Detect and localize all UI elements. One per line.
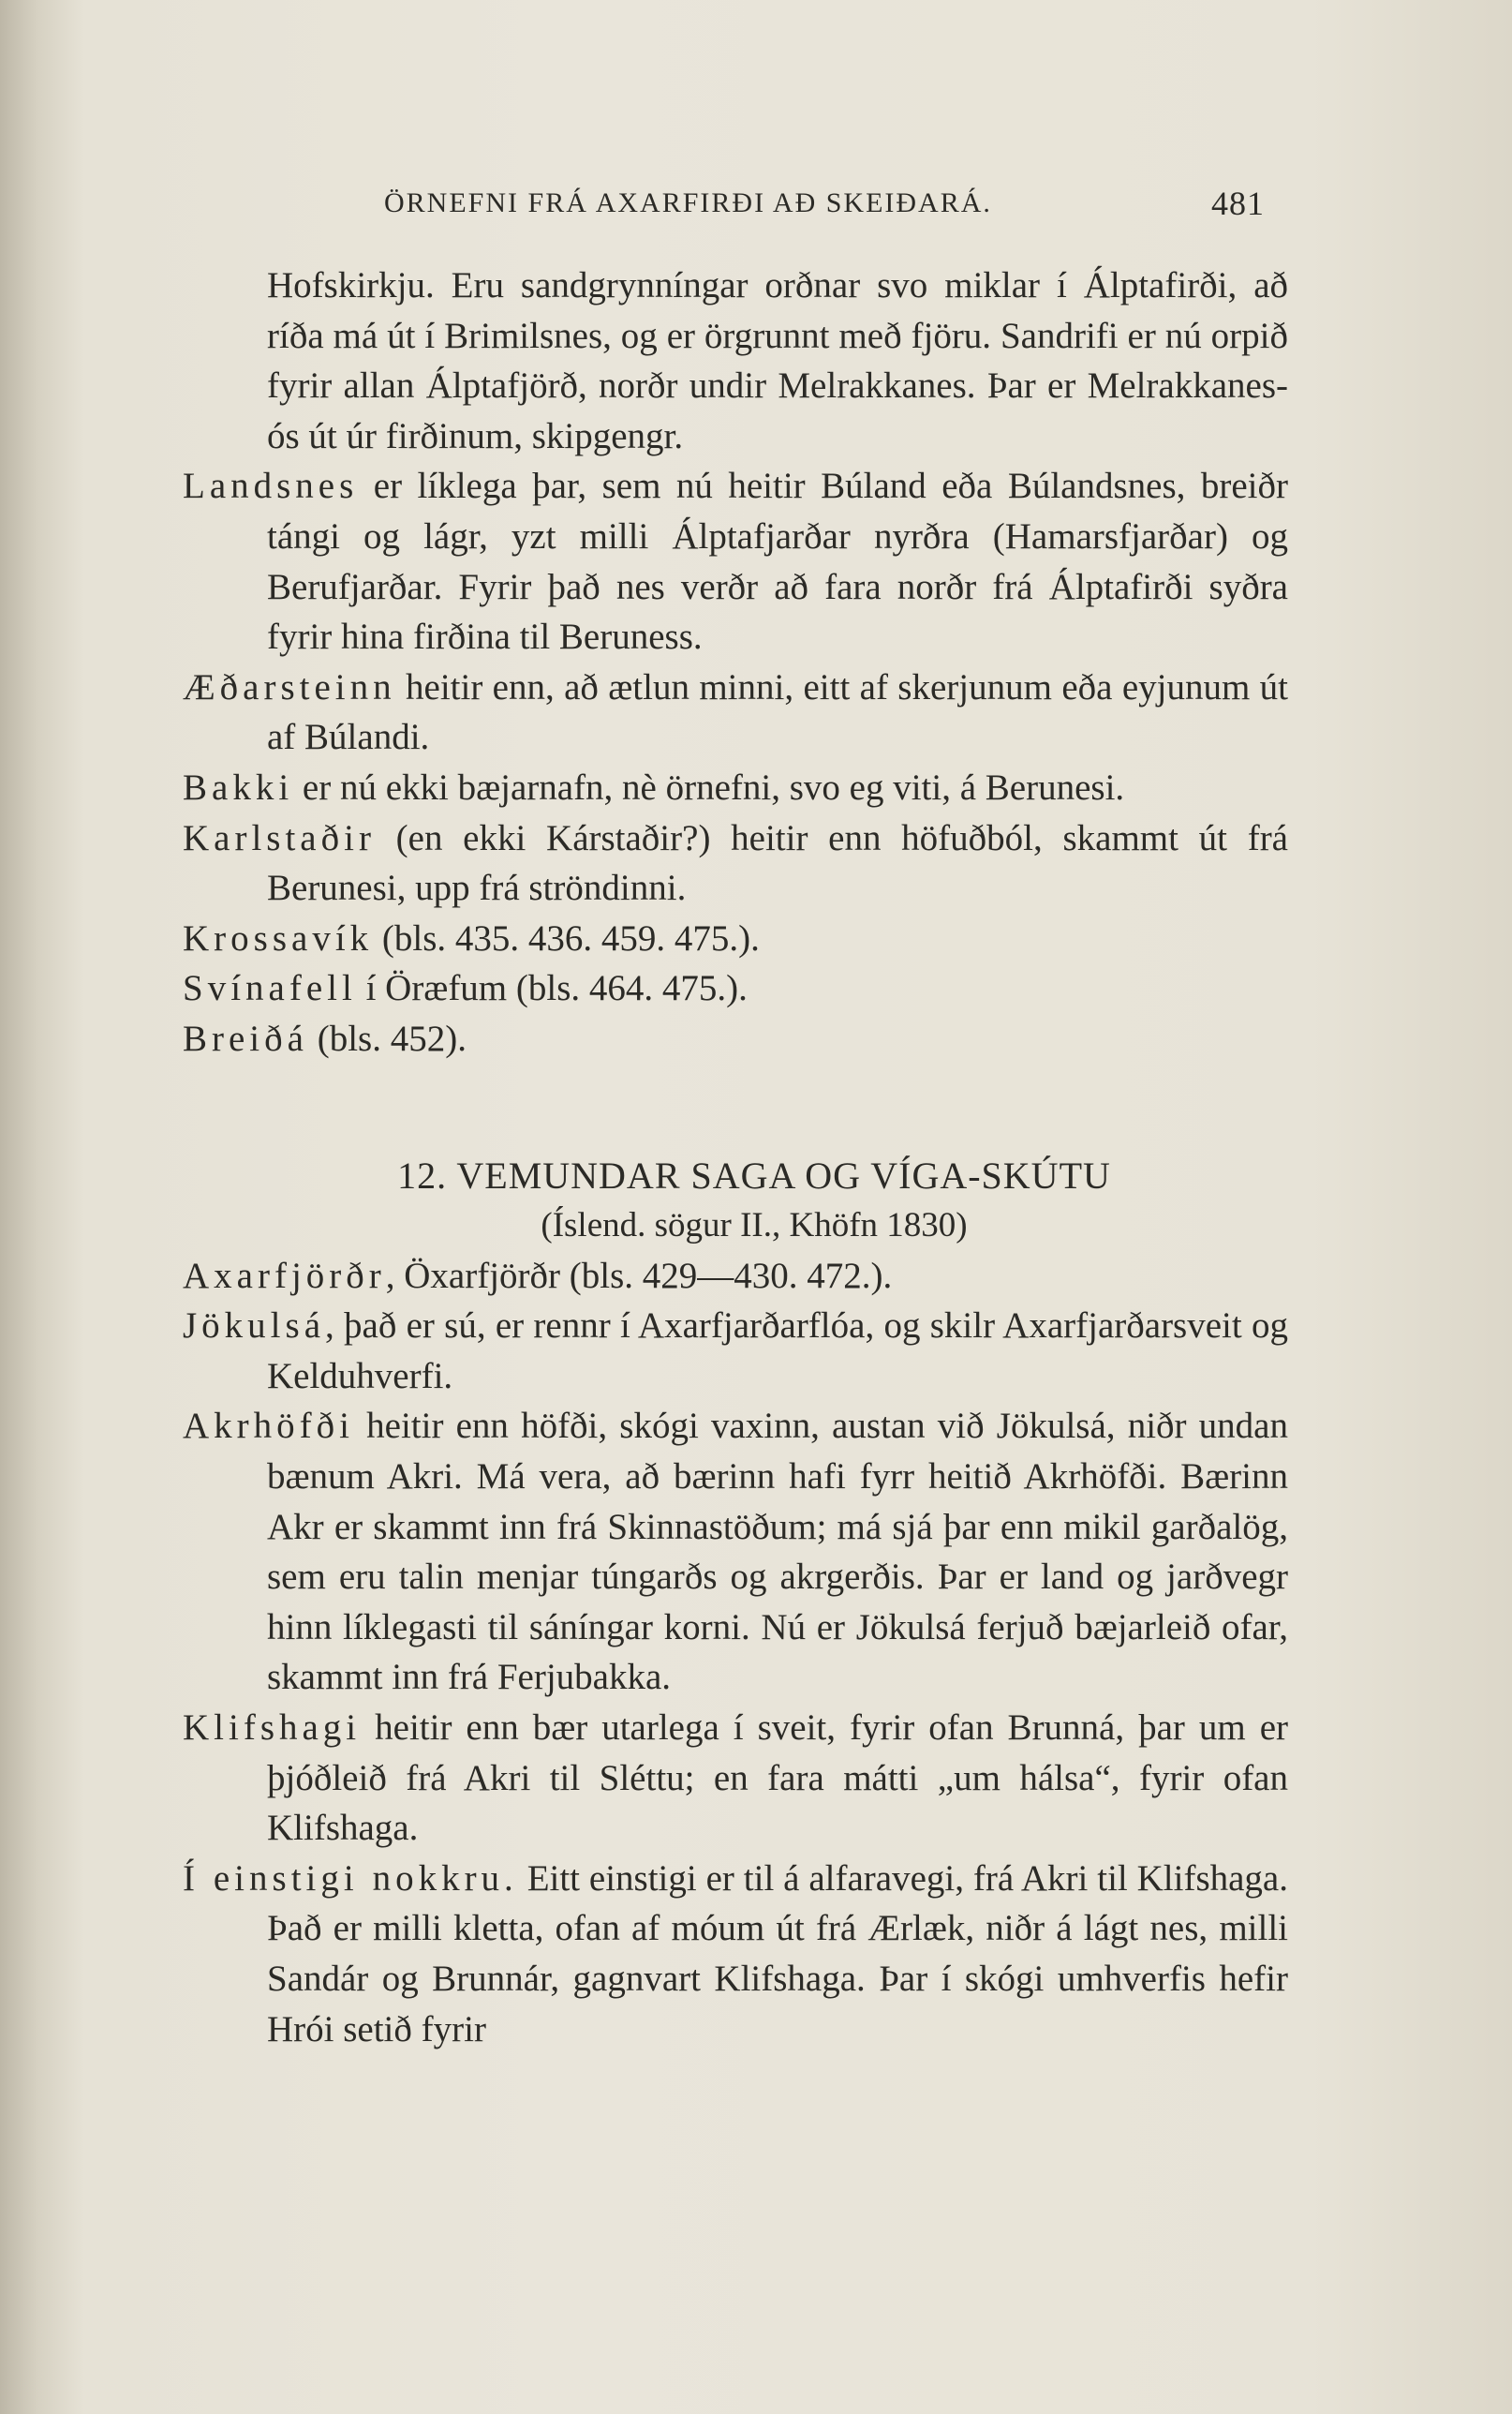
entry-headword: Akrhöfði: [183, 1406, 354, 1447]
entry-karlstadir: [183, 813, 1288, 914]
entry-akrhofdi: [183, 1401, 1288, 1703]
section-gap: [183, 1065, 1288, 1151]
entry-text: Hofskirkju. Eru sandgrynníngar orðnar svo miklar í Álptafirði, að ríða má út í Brimilsnes, og er örgrunnt með fjöru. Sandrifi er nú orpið fyrir allan Álptafjörð, norðr undir Melrakkanes. Þar er Melrakkanes-ós út úr firðinum, skipgengr.: [267, 265, 1288, 456]
entry-text: heitir enn, að ætlun minni, eitt af skerjunum eða eyjunum út af Búlandi.: [267, 666, 1288, 758]
section-subheading: (Íslend. sögur II., Khöfn 1830): [541, 1206, 968, 1245]
page-number: 481: [1211, 185, 1265, 222]
entry-einstigi: [183, 1854, 1288, 2054]
entry-bakki: [183, 763, 1288, 813]
entry-headword: Krossavík: [183, 917, 374, 959]
entry-headword: Axarfjörðr: [183, 1255, 386, 1296]
entry-headword: Landsnes: [183, 466, 359, 507]
entry-breida: [183, 1014, 1288, 1065]
entry-krossavik: [183, 914, 1288, 964]
entry-headword: Svínafell: [183, 968, 357, 1009]
entry-text: heitir enn bær utarlega í sveit, fyrir ofan Brunná, þar um er þjóðleið frá Akri til Sléttu; en fara mátti „um hálsa“, fyrir ofan Klifshaga.: [267, 1707, 1288, 1849]
entry-jokulsa: [183, 1301, 1288, 1401]
entry-klifshagi: [183, 1703, 1288, 1854]
entry-text: (bls. 435. 436. 459. 475.).: [373, 917, 760, 959]
entry-headword: Æðarsteinn: [183, 666, 396, 708]
entry-text: (en ekki Kárstaðir?) heitir enn höfuðból, skammt út frá Berunesi, upp frá ströndinni.: [267, 817, 1288, 909]
entry-text: er líklega þar, sem nú heitir Búland eða Búlandsnes, breiðr tángi og lágr, yzt milli Álptafjarðar nyrðra (Hamarsfjarðar) og Berufjarðar. Fyrir það nes verðr að fara norðr frá Álptafirði syðra fyrir hina firðina til Beruness.: [267, 466, 1288, 658]
entry-axarfjordr: [183, 1251, 1288, 1302]
running-head-title: ÖRNEFNI FRÁ AXARFIRÐI AÐ SKEIÐARÁ.: [384, 187, 992, 218]
entry-headword: Breiðá: [183, 1018, 308, 1059]
section-heading: 12. VEMUNDAR SAGA OG VÍGA-SKÚTU: [397, 1154, 1111, 1197]
entry-headword: Klifshagi: [183, 1707, 362, 1749]
entry-text: er nú ekki bæjarnafn, nè örnefni, svo eg viti, á Berunesi.: [293, 767, 1125, 808]
entry-text: í Öræfum (bls. 464. 475.).: [356, 968, 748, 1009]
page-body: [183, 261, 1288, 2054]
entry-landsnes: [183, 461, 1288, 662]
entry-headword: Í einstigi nokkru.: [183, 1857, 518, 1899]
entry-text: , Öxarfjörðr (bls. 429—430. 472.).: [385, 1255, 893, 1296]
entry-text: heitir enn höfði, skógi vaxinn, austan við Jökulsá, niðr undan bænum Akri. Má vera, að bærinn hafi fyrr heitið Akrhöfði. Bærinn Akr er skammt inn frá Skinnastöðum; má sjá þar enn mikil garðalög, sem eru talin menjar túngarðs og akrgerðis. Þar er land og jarðvegr hinn líklegasti til sáníngar korni. Nú er Jökulsá ferjuð bæjarleið ofar, skammt inn frá Ferjubakka.: [267, 1406, 1288, 1698]
entry-headword: Jökulsá: [183, 1305, 325, 1347]
running-head: [384, 187, 1265, 234]
entry-aedarsteinn: [183, 663, 1288, 763]
entry-text: , það er sú, er rennr í Axarfjarðarflóa, og skilr Axarfjarðarsveit og Kelduhverfi.: [267, 1305, 1288, 1396]
entry-continuation: [183, 261, 1288, 461]
entry-text: Eitt einstigi er til á alfaravegi, frá Akri til Klifshaga. Það er milli kletta, ofan af móum út frá Ærlæk, niðr á lágt nes, milli Sandár og Brunnár, gagnvart Klifshaga. Þar í skógi umhverfis hefir Hrói setið fyrir: [267, 1857, 1288, 2049]
entry-headword: Karlstaðir: [183, 817, 376, 858]
entry-headword: Bakki: [183, 767, 294, 808]
entry-svinafell: [183, 963, 1288, 1014]
entry-text: (bls. 452).: [307, 1018, 467, 1059]
